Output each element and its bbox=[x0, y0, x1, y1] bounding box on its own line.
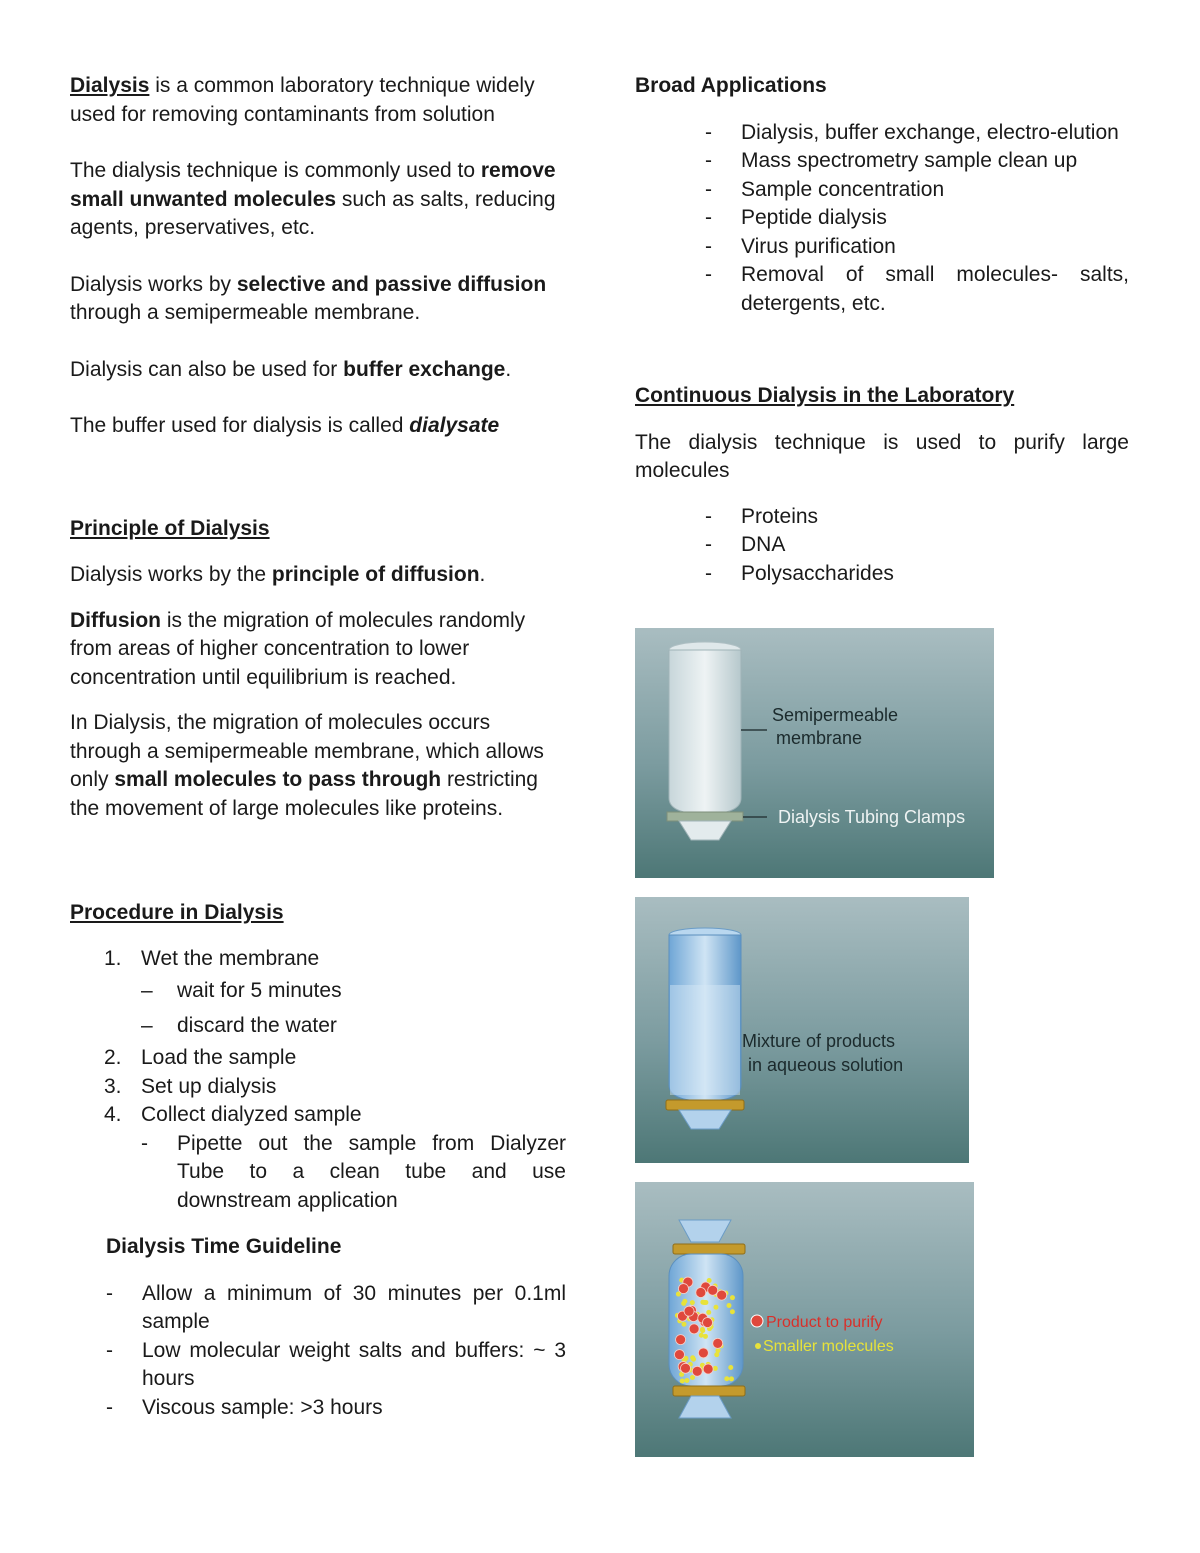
tube-cone-top bbox=[679, 1220, 731, 1242]
product-molecule bbox=[703, 1317, 713, 1327]
small-molecule bbox=[690, 1355, 695, 1360]
label-smaller-molecules: Smaller molecules bbox=[763, 1338, 894, 1355]
small-molecule bbox=[700, 1327, 705, 1332]
product-tube-illustration bbox=[635, 1182, 974, 1457]
broad-applications-list bbox=[635, 119, 1129, 319]
diffusion-paragraph: Dialysis works by selective and passive diffusion through a semipermeable membrane. bbox=[70, 272, 547, 324]
small-molecule bbox=[726, 1303, 731, 1308]
small-molecule bbox=[684, 1378, 689, 1383]
application-item: - Mass spectrometry sample clean up bbox=[705, 147, 1129, 176]
product-molecule bbox=[698, 1348, 708, 1358]
figure-semipermeable-membrane bbox=[635, 628, 994, 878]
clamp-bar bbox=[667, 812, 743, 821]
right-column bbox=[635, 72, 1129, 588]
small-molecule bbox=[729, 1376, 734, 1381]
label-mixture-of-products: Mixture of products bbox=[742, 1031, 896, 1051]
dialysis-term: Dialysis bbox=[70, 74, 150, 97]
procedure-substep: – wait for 5 minutes bbox=[141, 977, 566, 1006]
product-molecule bbox=[692, 1366, 702, 1376]
application-item: - Sample concentration bbox=[705, 176, 1129, 205]
small-molecule bbox=[682, 1322, 687, 1327]
time-guideline-heading: Dialysis Time Guideline bbox=[106, 1235, 342, 1258]
dialysate-paragraph: The buffer used for dialysis is called dialysate bbox=[70, 414, 500, 437]
product-molecule bbox=[703, 1364, 713, 1374]
small-molecule bbox=[713, 1305, 718, 1310]
small-molecules-paragraph: The dialysis technique is commonly used to remove small unwanted molecules such as salts, reducing agents, preservatives, etc. bbox=[70, 159, 556, 239]
small-molecule bbox=[713, 1366, 718, 1371]
small-molecule bbox=[706, 1310, 711, 1315]
small-molecule bbox=[728, 1365, 733, 1370]
procedure-substep: – discard the water bbox=[141, 1012, 566, 1041]
principle-paragraph-2: Diffusion is the migration of molecules randomly from areas of higher concentration to lower concentration until equilibrium is reached. bbox=[70, 608, 526, 689]
aqueous-solution bbox=[670, 985, 740, 1095]
membrane-tube-illustration bbox=[635, 628, 994, 878]
application-item: - Virus purification bbox=[705, 233, 1129, 262]
figure-mixture-solution bbox=[635, 897, 969, 1163]
procedure-heading: Procedure in Dialysis bbox=[70, 901, 284, 924]
small-molecule bbox=[680, 1379, 685, 1384]
principle-paragraph-1: Dialysis works by the principle of diffusion. bbox=[70, 563, 486, 586]
procedure-substep: - Pipette out the sample from Dialyzer Tube to a clean tube and use downstream application bbox=[141, 1130, 566, 1216]
continuous-dialysis-text: The dialysis technique is used to purify large molecules bbox=[635, 430, 1129, 482]
legend-small-dot bbox=[755, 1343, 761, 1349]
broad-applications-heading: Broad Applications bbox=[635, 74, 827, 97]
application-item: - Removal of small molecules- salts, detergents, etc. bbox=[705, 261, 1129, 318]
small-molecule bbox=[699, 1333, 704, 1338]
product-molecule bbox=[717, 1290, 727, 1300]
time-guideline-item: - Viscous sample: >3 hours bbox=[106, 1394, 566, 1423]
legend-product-dot bbox=[751, 1315, 763, 1327]
tube-cone-bottom bbox=[679, 1110, 731, 1129]
molecule-item: - Proteins bbox=[705, 503, 1129, 532]
molecule-item: - DNA bbox=[705, 531, 1129, 560]
procedure-list bbox=[70, 945, 566, 1216]
label-tubing-clamps: Dialysis Tubing Clamps bbox=[778, 807, 966, 827]
time-guideline-list bbox=[70, 1280, 566, 1423]
continuous-dialysis-heading: Continuous Dialysis in the Laboratory bbox=[635, 384, 1015, 407]
product-molecule bbox=[708, 1285, 718, 1295]
product-molecule bbox=[676, 1335, 686, 1345]
tube-body bbox=[669, 650, 741, 814]
label-aqueous-solution: in aqueous solution bbox=[748, 1055, 904, 1075]
procedure-step: 3. Set up dialysis bbox=[104, 1074, 277, 1098]
large-molecules-list bbox=[635, 503, 1129, 589]
clamp-bar-bottom bbox=[673, 1386, 745, 1396]
time-guideline-item: - Allow a minimum of 30 minutes per 0.1ml sample bbox=[106, 1280, 566, 1337]
small-molecule bbox=[702, 1300, 707, 1305]
small-molecule bbox=[682, 1299, 687, 1304]
mixture-tube-illustration bbox=[635, 897, 969, 1163]
small-molecule bbox=[716, 1348, 721, 1353]
tube-cone-bottom bbox=[679, 1396, 731, 1418]
procedure-step: 1. Wet the membrane – wait for 5 minutes – discard the water bbox=[70, 945, 566, 1041]
small-molecule bbox=[730, 1309, 735, 1314]
product-molecule bbox=[689, 1324, 699, 1334]
procedure-step: 2. Load the sample bbox=[104, 1046, 297, 1069]
small-molecule bbox=[724, 1376, 729, 1381]
principle-paragraph-3: In Dialysis, the migration of molecules occurs through a semipermeable membrane, which allows only small molecules to pass through restricting the movement of large molecules like proteins. bbox=[70, 711, 544, 820]
product-molecule bbox=[680, 1363, 690, 1373]
product-molecule bbox=[674, 1350, 684, 1360]
left-column bbox=[70, 72, 566, 1422]
product-molecule bbox=[678, 1284, 688, 1294]
molecule-item: - Polysaccharides bbox=[705, 560, 1129, 589]
label-membrane: membrane bbox=[776, 728, 863, 748]
label-product-to-purify: Product to purify bbox=[766, 1314, 883, 1331]
product-molecule bbox=[684, 1306, 694, 1316]
principle-heading: Principle of Dialysis bbox=[70, 516, 270, 540]
application-item: - Peptide dialysis bbox=[705, 204, 1129, 233]
intro-paragraph: Dialysis is a common laboratory technique widely used for removing contaminants from solution bbox=[70, 74, 535, 126]
small-molecule bbox=[730, 1295, 735, 1300]
tube-cone-bottom bbox=[679, 821, 731, 840]
clamp-bar bbox=[666, 1100, 744, 1110]
buffer-exchange-paragraph: Dialysis can also be used for buffer exchange. bbox=[70, 357, 512, 381]
application-item: - Dialysis, buffer exchange, electro-elution bbox=[705, 119, 1129, 148]
procedure-step: 4. Collect dialyzed sample - Pipette out the sample from Dialyzer Tube to a clean tube and use downstream application bbox=[70, 1101, 566, 1215]
figure-product-molecules bbox=[635, 1182, 974, 1457]
small-molecule bbox=[690, 1300, 695, 1305]
label-semipermeable: Semipermeable bbox=[772, 705, 899, 725]
time-guideline-item: - Low molecular weight salts and buffers: ~ 3 hours bbox=[106, 1337, 566, 1394]
product-molecule bbox=[696, 1287, 706, 1297]
product-molecule bbox=[713, 1338, 723, 1348]
clamp-bar-top bbox=[673, 1244, 745, 1254]
